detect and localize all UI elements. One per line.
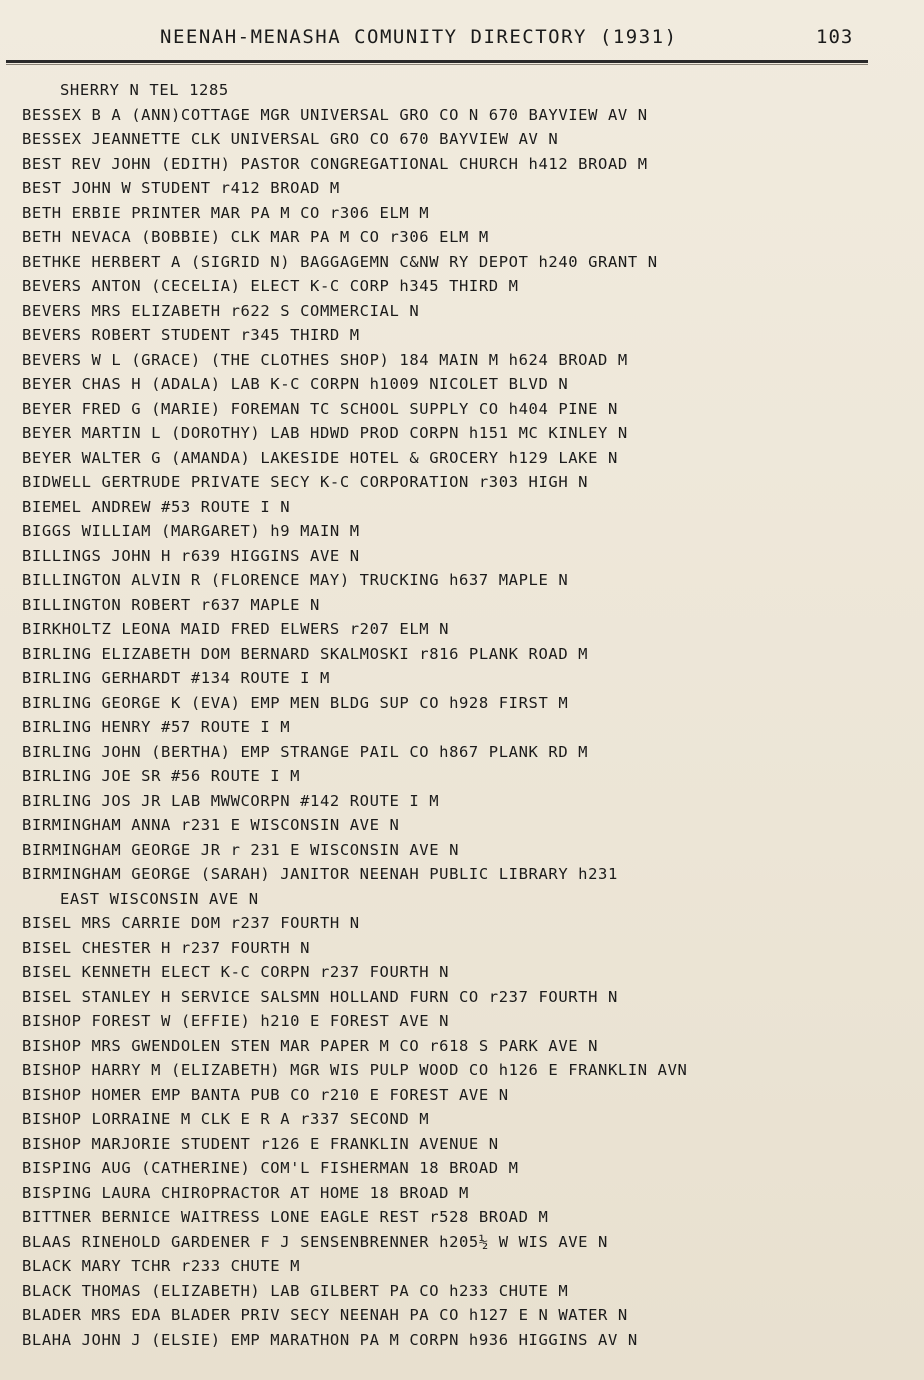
directory-entry: BLAAS RINEHOLD GARDENER F J SENSENBRENNER h205½ W WIS AVE N <box>22 1232 608 1251</box>
directory-entry: BILLINGTON ALVIN R (FLORENCE MAY) TRUCKING h637 MAPLE N <box>22 571 569 589</box>
directory-entry: BISHOP FOREST W (EFFIE) h210 E FOREST AVE N <box>22 1012 450 1030</box>
directory-entry: BEYER CHAS H (ADALA) LAB K-C CORPN h1009 NICOLET BLVD N <box>22 375 569 393</box>
directory-entry: BESSEX JEANNETTE CLK UNIVERSAL GRO CO 670 BAYVIEW AV N <box>22 130 559 148</box>
directory-entry: BIRLING JOE SR #56 ROUTE I M <box>22 767 301 785</box>
directory-entry: BLADER MRS EDA BLADER PRIV SECY NEENAH PA CO h127 E N WATER N <box>22 1306 628 1324</box>
directory-entry: BEVERS ROBERT STUDENT r345 THIRD M <box>22 326 360 344</box>
directory-entry: BIDWELL GERTRUDE PRIVATE SECY K-C CORPORATION r303 HIGH N <box>22 473 589 491</box>
directory-entry: BIRLING ELIZABETH DOM BERNARD SKALMOSKI r816 PLANK ROAD M <box>22 644 589 663</box>
header-rule-thin <box>6 64 868 65</box>
directory-entry: BETH NEVACA (BOBBIE) CLK MAR PA M CO r306 ELM M <box>22 228 489 246</box>
directory-entry: BIRLING GERHARDT #134 ROUTE I M <box>22 669 330 687</box>
directory-entry: BISHOP MARJORIE STUDENT r126 E FRANKLIN AVENUE N <box>22 1134 499 1153</box>
directory-entry: BLACK THOMAS (ELIZABETH) LAB GILBERT PA CO h233 CHUTE M <box>22 1281 569 1300</box>
directory-entry: BEVERS W L (GRACE) (THE CLOTHES SHOP) 184 MAIN M h624 BROAD M <box>22 350 628 369</box>
directory-entry: BIRKHOLTZ LEONA MAID FRED ELWERS r207 ELM N <box>22 620 450 638</box>
directory-entry: BISEL CHESTER H r237 FOURTH N <box>22 938 311 957</box>
directory-entry: BIRMINGHAM GEORGE (SARAH) JANITOR NEENAH PUBLIC LIBRARY h231 <box>22 865 618 883</box>
directory-entry: BISHOP HARRY M (ELIZABETH) MGR WIS PULP WOOD CO h126 E FRANKLIN AVN <box>22 1061 688 1079</box>
directory-entry: BETHKE HERBERT A (SIGRID N) BAGGAGEMN C&NW RY DEPOT h240 GRANT N <box>22 252 658 271</box>
directory-entry: BEYER MARTIN L (DOROTHY) LAB HDWD PROD CORPN h151 MC KINLEY N <box>22 424 628 442</box>
directory-entry: BEST JOHN W STUDENT r412 BROAD M <box>22 179 340 197</box>
directory-entry: BITTNER BERNICE WAITRESS LONE EAGLE REST r528 BROAD M <box>22 1208 549 1226</box>
directory-entry: BIRLING GEORGE K (EVA) EMP MEN BLDG SUP CO h928 FIRST M <box>22 693 569 712</box>
directory-title: NEENAH-MENASHA COMUNITY DIRECTORY (1931) <box>160 26 678 48</box>
directory-entry: BEVERS MRS ELIZABETH r622 S COMMERCIAL N <box>22 301 420 320</box>
directory-entry: BIRMINGHAM ANNA r231 E WISCONSIN AVE N <box>22 816 400 834</box>
directory-entry: BISPING LAURA CHIROPRACTOR AT HOME 18 BROAD M <box>22 1183 469 1202</box>
directory-entry: EAST WISCONSIN AVE N <box>60 889 259 908</box>
page-header <box>0 26 924 56</box>
directory-entry: BILLINGS JOHN H r639 HIGGINS AVE N <box>22 546 360 565</box>
directory-entry: BEST REV JOHN (EDITH) PASTOR CONGREGATIONAL CHURCH h412 BROAD M <box>22 154 648 173</box>
entry-list <box>22 78 920 1352</box>
directory-entry: BLACK MARY TCHR r233 CHUTE M <box>22 1257 301 1275</box>
directory-entry: BISEL MRS CARRIE DOM r237 FOURTH N <box>22 914 360 932</box>
directory-entry: BIEMEL ANDREW #53 ROUTE I N <box>22 497 291 516</box>
page-number: 103 <box>816 26 854 48</box>
directory-entry: BEYER WALTER G (AMANDA) LAKESIDE HOTEL & GROCERY h129 LAKE N <box>22 448 618 467</box>
directory-entry: BIRMINGHAM GEORGE JR r 231 E WISCONSIN AVE N <box>22 840 459 859</box>
directory-entry: BETH ERBIE PRINTER MAR PA M CO r306 ELM M <box>22 203 430 222</box>
directory-entry: BISPING AUG (CATHERINE) COM'L FISHERMAN 18 BROAD M <box>22 1159 519 1177</box>
directory-entry: BISEL STANLEY H SERVICE SALSMN HOLLAND FURN CO r237 FOURTH N <box>22 987 618 1006</box>
directory-entry: BEVERS ANTON (CECELIA) ELECT K-C CORP h345 THIRD M <box>22 277 519 295</box>
directory-entry: BISHOP HOMER EMP BANTA PUB CO r210 E FOREST AVE N <box>22 1085 509 1104</box>
directory-entry: BIRLING JOHN (BERTHA) EMP STRANGE PAIL CO h867 PLANK RD M <box>22 742 589 761</box>
directory-entry: BIGGS WILLIAM (MARGARET) h9 MAIN M <box>22 522 360 540</box>
directory-entry: BISHOP LORRAINE M CLK E R A r337 SECOND M <box>22 1110 430 1128</box>
directory-entry: BIRLING JOS JR LAB MWWCORPN #142 ROUTE I M <box>22 791 440 810</box>
directory-entry: BLAHA JOHN J (ELSIE) EMP MARATHON PA M CORPN h936 HIGGINS AV N <box>22 1330 638 1349</box>
directory-entry: BISHOP MRS GWENDOLEN STEN MAR PAPER M CO r618 S PARK AVE N <box>22 1036 599 1055</box>
directory-entry: BESSEX B A (ANN)COTTAGE MGR UNIVERSAL GRO CO N 670 BAYVIEW AV N <box>22 105 648 124</box>
directory-entry: BISEL KENNETH ELECT K-C CORPN r237 FOURTH N <box>22 963 450 981</box>
directory-entry: BILLINGTON ROBERT r637 MAPLE N <box>22 595 320 614</box>
directory-entry: SHERRY N TEL 1285 <box>60 81 229 99</box>
directory-entry: BIRLING HENRY #57 ROUTE I M <box>22 718 291 736</box>
directory-entry: BEYER FRED G (MARIE) FOREMAN TC SCHOOL SUPPLY CO h404 PINE N <box>22 399 618 418</box>
header-rule <box>6 60 868 63</box>
